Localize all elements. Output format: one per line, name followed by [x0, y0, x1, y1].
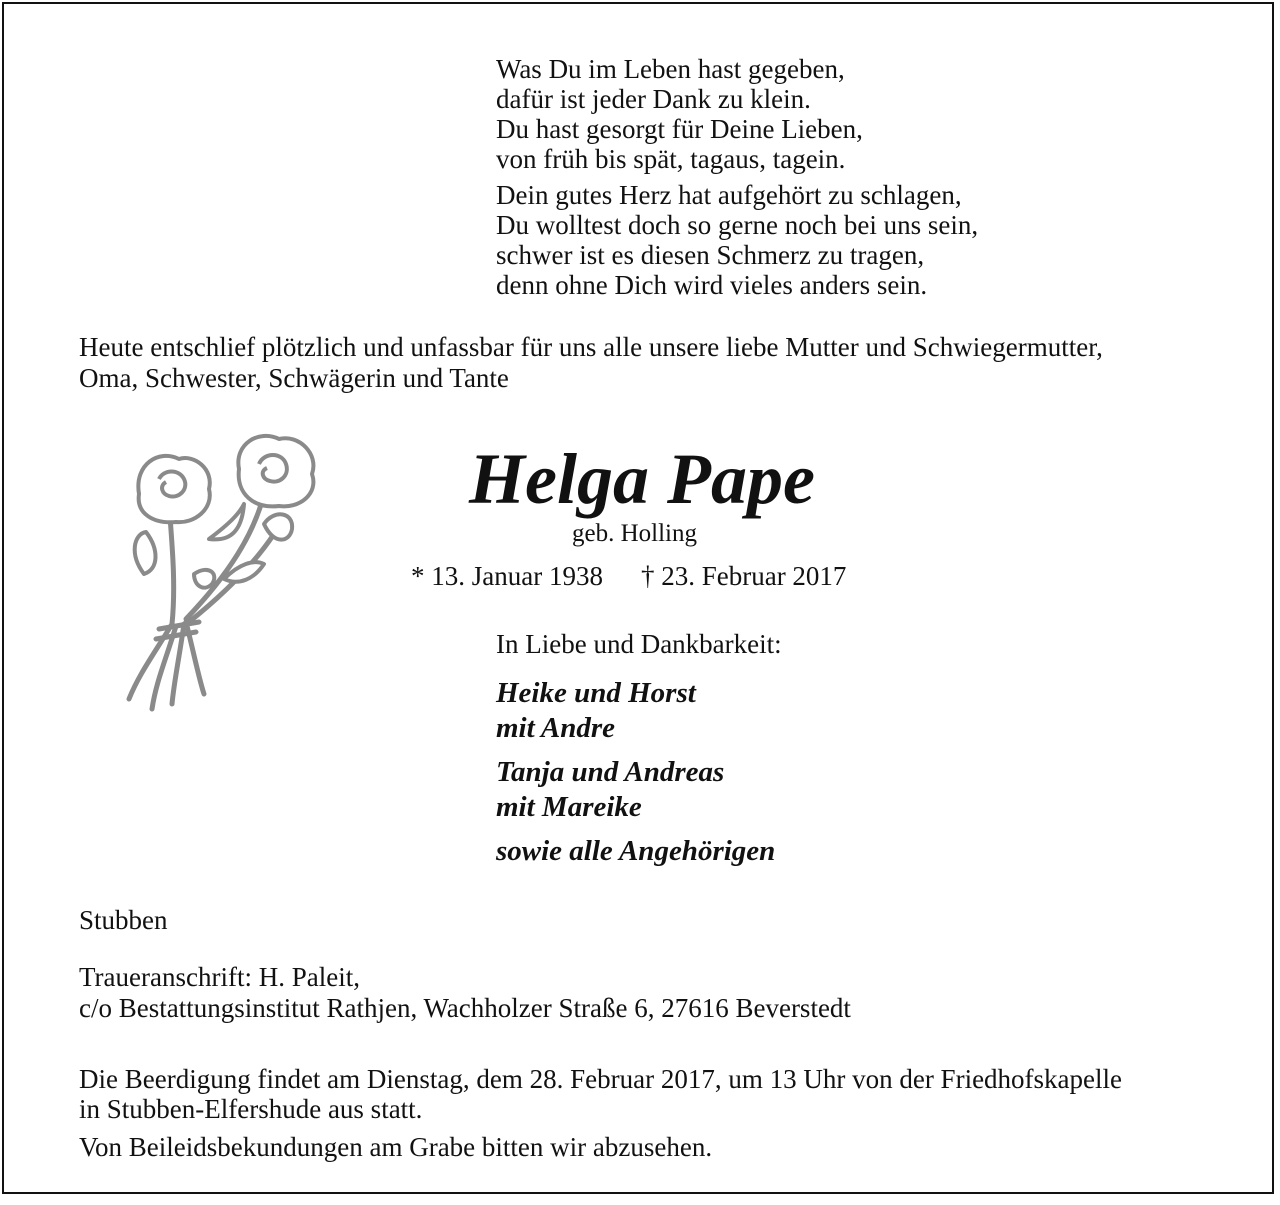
- poem-stanza-2: [496, 180, 978, 300]
- family-group: [496, 676, 775, 746]
- poem-line: denn ohne Dich wird vieles anders sein.: [496, 270, 928, 300]
- family-line: mit Mareike: [496, 791, 642, 823]
- family-list: [496, 676, 775, 878]
- family-line: Tanja und Andreas: [496, 756, 725, 788]
- poem-line: Du hast gesorgt für Deine Lieben,: [496, 114, 863, 144]
- family-group: [496, 755, 775, 825]
- deceased-name: [4, 436, 1280, 522]
- poem-line: dafür ist jeder Dank zu klein.: [496, 84, 811, 114]
- poem-line: Was Du im Leben hast gegeben,: [496, 54, 845, 84]
- deceased-name-text: Helga Pape: [469, 439, 815, 519]
- family-line: Heike und Horst: [496, 677, 696, 709]
- maiden-name: geb. Holling: [572, 520, 697, 547]
- intro-line: Heute entschlief plötzlich und unfassbar für uns alle unsere liebe Mutter und Schwiegermutter,: [79, 332, 1103, 362]
- family-line: sowie alle Angehörigen: [496, 835, 776, 867]
- funeral-info: [79, 1064, 1122, 1124]
- condolence-note: Von Beileidsbekundungen am Grabe bitten wir abzusehen.: [79, 1132, 713, 1162]
- place: Stubben: [79, 905, 168, 935]
- funeral-line: Die Beerdigung findet am Dienstag, dem 28. Februar 2017, um 13 Uhr von der Friedhofskapelle: [79, 1064, 1123, 1094]
- family-group: [496, 834, 775, 869]
- funeral-line: in Stubben-Elfershude aus statt.: [79, 1094, 423, 1124]
- intro-line: Oma, Schwester, Schwägerin und Tante: [79, 363, 509, 393]
- address-line: Traueranschrift: H. Paleit,: [79, 962, 360, 992]
- poem-stanza-1: [496, 54, 978, 174]
- poem-line: Dein gutes Herz hat aufgehört zu schlagen,: [496, 180, 962, 210]
- poem-line: von früh bis spät, tagaus, tagein.: [496, 144, 846, 174]
- intro-text: [79, 332, 1239, 394]
- family-line: mit Andre: [496, 712, 615, 744]
- thanks-heading: In Liebe und Dankbarkeit:: [496, 629, 782, 659]
- poem: [496, 54, 978, 306]
- address-line: c/o Bestattungsinstitut Rathjen, Wachholzer Straße 6, 27616 Beverstedt: [79, 993, 851, 1023]
- life-dates: [411, 560, 846, 592]
- mourning-address: [79, 962, 851, 1024]
- poem-line: Du wolltest doch so gerne noch bei uns sein,: [496, 210, 979, 240]
- death-date: † 23. Februar 2017: [640, 561, 847, 591]
- obituary-notice: [2, 2, 1274, 1194]
- birth-date: * 13. Januar 1938: [411, 561, 603, 591]
- poem-line: schwer ist es diesen Schmerz zu tragen,: [496, 240, 925, 270]
